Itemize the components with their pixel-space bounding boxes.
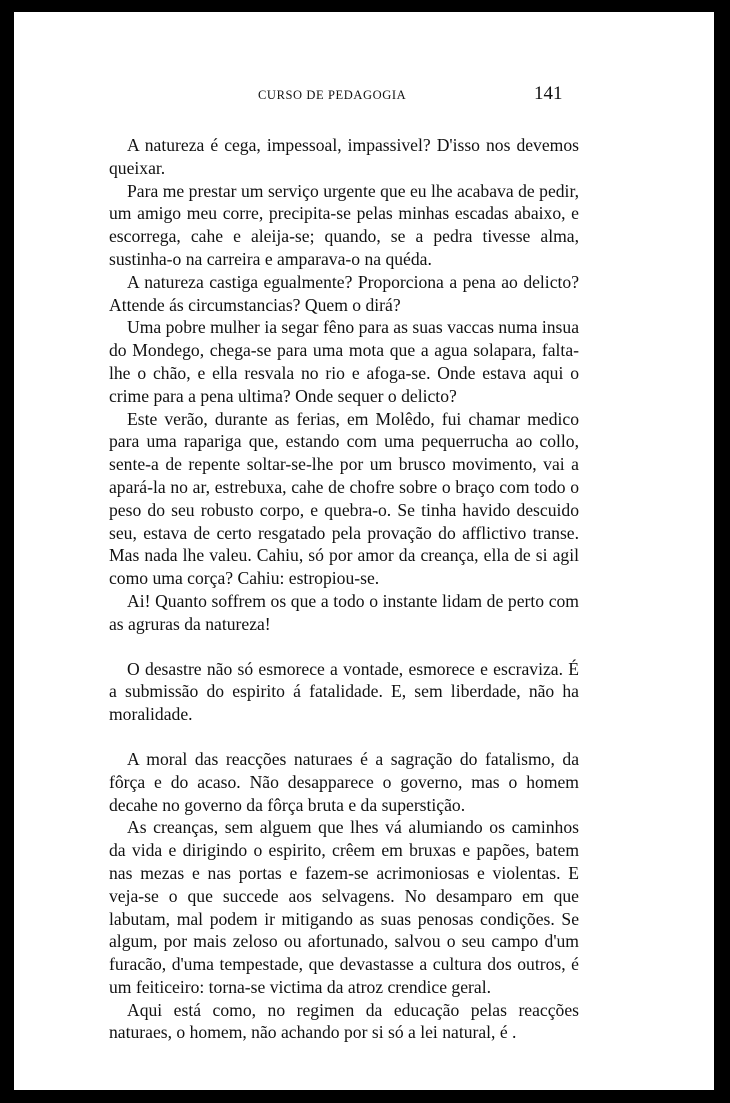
page-number: 141: [534, 83, 563, 104]
book-page: [14, 12, 714, 1090]
paragraph: Aqui está como, no regimen da educação pelas reacções naturaes, o homem, não achando por si só a lei natural, é .: [109, 999, 579, 1043]
paragraph: Ai! Quanto soffrem os que a todo o instante lidam de perto com as agruras da natureza!: [109, 590, 579, 634]
paragraph: Este verão, durante as ferias, em Molêdo, fui chamar medico para uma rapariga que, estando com uma pequerrucha ao collo, sente-a de repente soltar-se-lhe por um brusco movimento, vai a apará-la no ar, estrebuxa, cahe de chofre sobre o braço com todo o peso do seu robusto corpo, e quebra-o. Se tinha havido descuido seu, estava de certo resgatado pela provação do afflictivo transe. Mas nada lhe valeu. Cahiu, só por amor da creança, ella de si agil como uma corça? Cahiu: estropiou-se.: [109, 408, 579, 589]
running-title: CURSO DE PEDAGOGIA: [258, 88, 407, 102]
running-header: [14, 83, 714, 106]
body-text: [109, 134, 579, 1044]
paragraph: O desastre não só esmorece a vontade, esmorece e escraviza. É a submissão do espirito á fatalidade. E, sem liberdade, não ha moralidade.: [109, 658, 579, 725]
paragraph: A moral das reacções naturaes é a sagração do fatalismo, da fôrça e do acaso. Não desapparece o governo, mas o homem decahe no governo da fôrça bruta e da superstição.: [109, 748, 579, 815]
paragraph: A natureza castiga egualmente? Proporciona a pena ao delicto? Attende ás circumstancias? Quem o dirá?: [109, 271, 579, 315]
paragraph: Para me prestar um serviço urgente que eu lhe acabava de pedir, um amigo meu corre, precipita-se pelas minhas escadas abaixo, e escorrega, cahe e aleija-se; quando, se a pedra tivesse alma, sustinha-o na carreira e amparava-o na quéda.: [109, 180, 579, 269]
paragraph: As creanças, sem alguem que lhes vá alumiando os caminhos da vida e dirigindo o espirito, crêem em bruxas e papões, batem nas mezas e nas portas e fazem-se acrimoniosas e violentas. E veja-se o que succede aos selvagens. No desamparo em que labutam, mal podem ir mitigando as suas penosas condições. Se algum, por mais zeloso ou afortunado, salvou o seu campo d'um furacão, d'uma tempestade, que devastasse a cultura dos outros, é um feiticeiro: torna-se victima da atroz crendice geral.: [109, 817, 579, 997]
paragraph: A natureza é cega, impessoal, impassivel? D'isso nos devemos queixar.: [109, 135, 579, 178]
paragraph: Uma pobre mulher ia segar fêno para as suas vaccas numa insua do Mondego, chega-se para uma mota que a agua solapara, falta-lhe o chão, e ella resvala no rio e afoga-se. Onde estava aqui o crime para a pena ultima? Onde sequer o delicto?: [109, 317, 579, 406]
